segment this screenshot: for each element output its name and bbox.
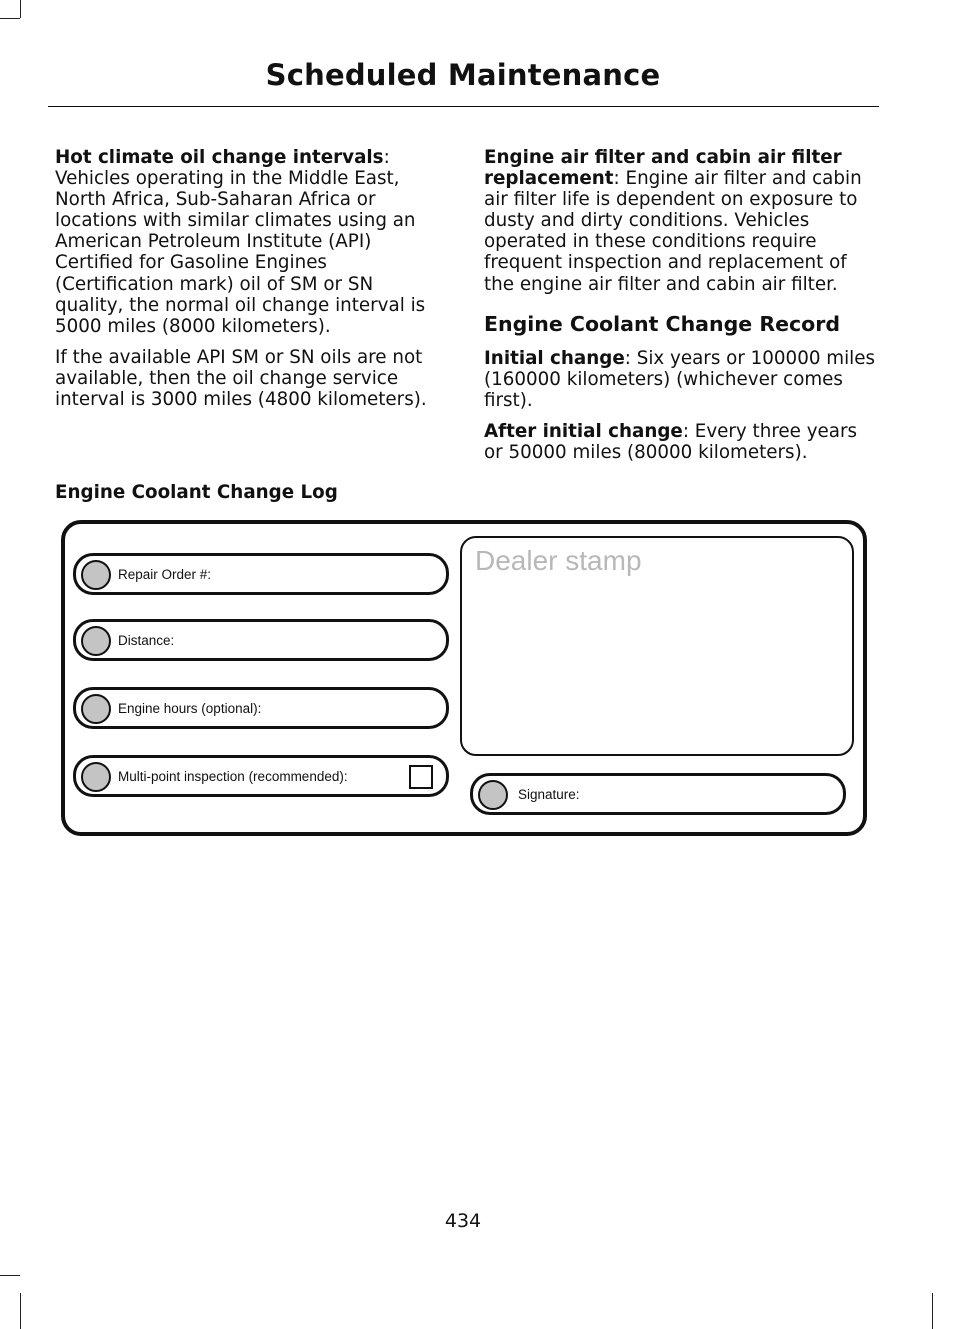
crop-mark xyxy=(0,18,20,19)
distance-field[interactable] xyxy=(73,619,449,661)
bullet-circle-icon xyxy=(81,694,111,724)
left-column xyxy=(55,147,447,420)
air-filter-text: : Engine air filter and cabin air filter life is dependent on exposure to dusty and dirty conditions. Vehicles operated in these conditions require frequent inspection and replacement of the engine air filter and cabin air filter. xyxy=(484,168,862,295)
signature-label: Signature: xyxy=(518,787,580,802)
hot-climate-paragraph xyxy=(55,147,447,337)
crop-mark xyxy=(20,0,21,18)
engine-hours-field[interactable] xyxy=(73,687,449,729)
bullet-circle-icon xyxy=(81,762,111,792)
initial-change-text: : Six years or 100000 miles (160000 kilometers) (whichever comes first). xyxy=(484,347,876,411)
bullet-circle-icon xyxy=(81,626,111,656)
signature-field[interactable] xyxy=(470,773,846,815)
hot-climate-term: Hot climate oil change intervals xyxy=(55,147,384,168)
crop-mark xyxy=(20,1293,21,1329)
bullet-circle-icon xyxy=(81,560,111,590)
bullet-circle-icon xyxy=(478,780,508,810)
right-column xyxy=(484,147,876,473)
dealer-stamp-label: Dealer stamp xyxy=(475,545,642,576)
after-initial-change-paragraph xyxy=(484,421,876,463)
after-initial-change-term: After initial change xyxy=(484,420,683,442)
inspection-checkbox[interactable] xyxy=(409,765,433,789)
after-initial-change-text: : Every three years or 50000 miles (80000 kilometers). xyxy=(484,420,858,464)
distance-label: Distance: xyxy=(118,633,175,648)
engine-hours-label: Engine hours (optional): xyxy=(118,701,262,716)
oil-unavailable-paragraph: If the available API SM or SN oils are not available, then the oil change service interval is 3000 miles (4800 kilometers). xyxy=(55,346,427,411)
multi-point-inspection-field[interactable] xyxy=(73,755,449,797)
dealer-stamp-box[interactable] xyxy=(460,536,854,756)
crop-mark xyxy=(932,1293,933,1329)
initial-change-paragraph xyxy=(484,348,876,411)
page-title: Scheduled Maintenance xyxy=(265,58,661,92)
air-filter-paragraph xyxy=(484,147,876,295)
multi-point-inspection-label: Multi-point inspection (recommended): xyxy=(118,769,348,784)
page-number: 434 xyxy=(444,1210,482,1232)
coolant-log-heading: Engine Coolant Change Log xyxy=(55,482,338,503)
coolant-record-heading: Engine Coolant Change Record xyxy=(484,311,841,336)
air-filter-term: Engine air filter and cabin air filter replacement xyxy=(484,147,842,190)
initial-change-term: Initial change xyxy=(484,347,625,369)
repair-order-label: Repair Order #: xyxy=(118,567,212,582)
title-divider xyxy=(48,106,879,107)
hot-climate-text: : Vehicles operating in the Middle East, North Africa, Sub-Saharan Africa or locations with similar climates using an American Petroleum Institute (API) Certified for Gasoline Engines (Certification mark) oil of SM or SN quality, the normal oil change interval is 5000 miles (8000 kilometers). xyxy=(55,147,426,337)
repair-order-field[interactable] xyxy=(73,553,449,595)
crop-mark xyxy=(0,1275,20,1276)
